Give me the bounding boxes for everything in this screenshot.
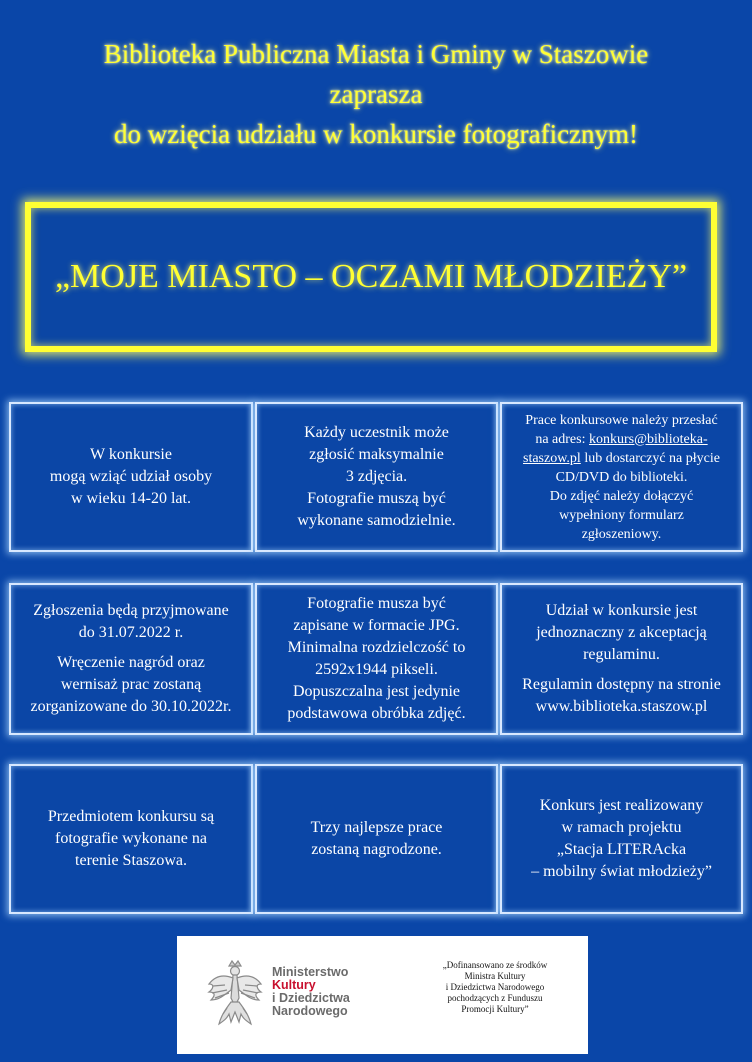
polish-eagle-icon: [205, 958, 265, 1034]
rules-link-text: Regulamin dostępny na stronie www.biblioteka.staszow.pl: [522, 676, 721, 715]
contest-invitation: do wzięcia udziału w konkursie fotograficznym!: [113, 119, 639, 149]
contest-title-box: [25, 202, 717, 352]
award-text: Wręczenie nagród oraz wernisaż prac zostaną zorganizowane do 30.10.2022r.: [30, 654, 232, 715]
funding-note: „Dofinansowano ze środków Ministra Kultury i Dziedzictwa Narodowego pochodzących z Funduszu Promocji Kultury”: [442, 960, 548, 1014]
info-text: Przedmiotem konkursu są fotografie wykonane na terenie Staszowa.: [47, 808, 215, 869]
invitation-header: [0, 34, 752, 154]
info-box-format: [255, 583, 498, 735]
info-box-subject: [9, 764, 253, 914]
info-text: Konkurs jest realizowany w ramach projektu „Stacja LITERAcka – mobilny świat młodzieży”: [531, 797, 712, 880]
info-box-prizes: [255, 764, 498, 914]
ministry-logo-text: [272, 966, 350, 1018]
info-box-project: [500, 764, 743, 914]
info-text: Każdy uczestnik może zgłosić maksymalnie 3 zdjęcia. Fotografie muszą być wykonane samodzielnie.: [297, 424, 456, 529]
info-box-deadlines: [9, 583, 253, 735]
info-box-submission: [500, 402, 743, 552]
invite-word: zaprasza: [329, 79, 423, 109]
rules-text: Udział w konkursie jest jednoznaczny z akceptacją regulaminu.: [536, 602, 707, 663]
library-name: Biblioteka Publiczna Miasta i Gminy w Staszowie: [103, 39, 649, 69]
info-box-rules: [500, 583, 743, 735]
info-text: Trzy najlepsze prace zostaną nagrodzone.: [310, 819, 443, 858]
sponsor-logo-panel: [177, 936, 588, 1054]
info-box-photo-limit: [255, 402, 498, 552]
submission-after: lub dostarczyć na płycie CD/DVD do biblioteki.: [555, 450, 720, 485]
email-link[interactable]: konkurs@biblioteka- staszow.pl: [523, 431, 708, 466]
form-text: Do zdjęć należy dołączyć wypełniony formularz zgłoszeniowy.: [549, 488, 694, 542]
info-text: W konkursie mogą wziąć udział osoby w wieku 14-20 lat.: [49, 446, 213, 507]
info-text: Fotografie musza być zapisane w formacie JPG. Minimalna rozdzielczość to 2592x1944 pikseli. Dopuszczalna jest jedynie podstawowa obróbka zdjęć.: [287, 595, 466, 722]
submission-text: [523, 411, 720, 487]
contest-title: „MOJE MIASTO – OCZAMI MŁODZIEŻY”: [54, 258, 688, 295]
submission-before: Prace konkursowe należy przesłać na adres:: [525, 412, 718, 447]
ministry-line: Ministerstwo: [272, 965, 349, 979]
deadline-text: Zgłoszenia będą przyjmowane do 31.07.2022 r.: [33, 602, 229, 641]
ministry-line-red: Kultury: [272, 978, 316, 992]
ministry-line: i Dziedzictwa: [272, 991, 350, 1005]
info-box-participants: [9, 402, 253, 552]
ministry-line: Narodowego: [272, 1004, 348, 1018]
